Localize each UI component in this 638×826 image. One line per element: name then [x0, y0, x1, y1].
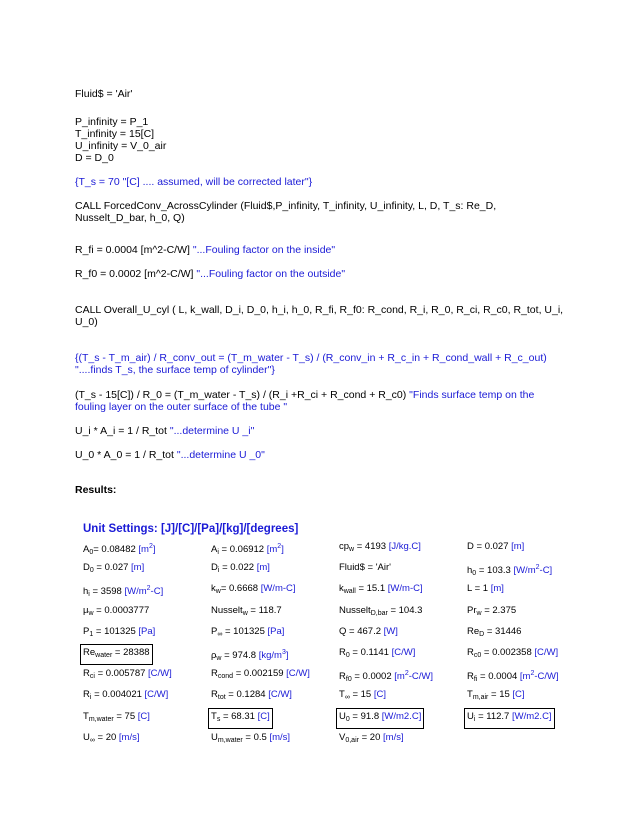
result-l — [467, 583, 504, 595]
equation-line: T_infinity = 15[C] — [75, 128, 155, 140]
result-r-ci — [83, 668, 172, 683]
variable-value: = 68.31 — [220, 710, 255, 722]
result-h-i — [83, 583, 163, 601]
unit-text: [C/W] — [534, 647, 559, 658]
variable-value: = 91.8 — [349, 710, 380, 722]
variable-subscript: fi — [473, 676, 478, 684]
equation-comment: "...Fouling factor on the outside" — [196, 268, 346, 280]
unit-text: [C] — [137, 710, 150, 722]
unit-text-end: -C/W] — [408, 671, 433, 683]
unit-text: [W/m2.C] — [381, 710, 422, 722]
variable-unit — [384, 626, 398, 637]
variable-unit — [131, 562, 144, 573]
unit-text: [W] — [383, 625, 398, 637]
variable-name: k — [339, 583, 344, 595]
unit-text: [m/s] — [383, 731, 404, 743]
unit-text: [m] — [131, 562, 145, 574]
variable-subscript: i — [217, 567, 220, 575]
unit-text: [W/m-C] — [387, 583, 423, 595]
variable-subscript: w — [215, 588, 221, 596]
variable-subscript: s — [216, 715, 221, 723]
variable-value: = 118.7 — [247, 604, 282, 616]
variable-subscript: 0 — [89, 549, 94, 556]
unit-text: [C/W] — [286, 668, 310, 680]
unit-text: [C] — [373, 689, 386, 701]
variable-subscript: 1 — [89, 630, 94, 638]
variable-name: P — [83, 625, 90, 637]
variable-name: R — [339, 671, 346, 683]
variable-subscript: wall — [343, 588, 356, 596]
result-nusselt-d-bar — [339, 605, 422, 620]
variable-value: = 15.1 — [355, 583, 386, 595]
unit-text-end: -C/W] — [534, 671, 559, 683]
unit-text: [J/kg.C] — [388, 541, 421, 552]
variable-subscript: tot — [217, 694, 226, 702]
unit-exponent: 2 — [530, 670, 535, 678]
unit-text: [W/m — [513, 565, 536, 577]
unit-text: [C/W] — [148, 668, 172, 680]
unit-text: [m] — [490, 583, 504, 595]
variable-value: = 4193 — [354, 541, 387, 552]
result-r-cond — [211, 668, 310, 683]
variable-subscript: i — [473, 715, 476, 723]
unit-text: [Pa] — [138, 625, 156, 637]
variable-subscript: i — [88, 591, 90, 599]
variable-name: T — [211, 710, 217, 722]
result-p-1 — [83, 626, 155, 641]
variable-unit — [511, 541, 524, 552]
unit-exponent: 3 — [281, 649, 286, 656]
variable-name: μ — [83, 604, 89, 616]
result-nusselt-w — [211, 605, 282, 620]
variable-subscript: i — [89, 694, 92, 702]
variable-subscript: ∞ — [89, 736, 95, 744]
variable-unit — [286, 668, 310, 679]
result-a-i — [211, 541, 284, 559]
result-t-s — [211, 711, 270, 726]
variable-name: V — [339, 731, 346, 743]
unit-exponent: 2 — [535, 564, 540, 572]
variable-value: = 0.0002 — [351, 671, 392, 683]
variable-name: T — [339, 689, 345, 701]
variable-unit — [512, 689, 524, 700]
unit-text: [m — [266, 544, 278, 555]
result-t-m-water — [83, 711, 150, 726]
variable-name: R — [339, 647, 346, 658]
variable-subscript: w — [476, 609, 482, 617]
variable-subscript: m,water — [88, 715, 114, 723]
unit-text: [C] — [512, 689, 525, 701]
variable-unit — [138, 626, 155, 637]
result-d — [467, 541, 524, 553]
unit-text: [m/s] — [118, 731, 140, 743]
variable-unit — [119, 732, 140, 743]
result-re-d — [467, 626, 521, 641]
variable-name: k — [211, 583, 216, 595]
variable-value: = 467.2 — [346, 625, 381, 637]
variable-unit — [520, 671, 559, 682]
equation-line: {T_s = 70 "[C] .... assumed, will be corrected later"} — [75, 176, 313, 188]
unit-text: [m] — [256, 562, 270, 574]
unit-text: [C/W] — [268, 689, 292, 701]
variable-subscript: w — [216, 655, 222, 662]
unit-settings: Unit Settings: [J]/[C]/[Pa]/[kg]/[degrees] — [83, 523, 299, 535]
unit-text: [m — [394, 671, 405, 683]
variable-name: D — [83, 562, 90, 574]
result-v-0-air — [339, 732, 404, 747]
variable-subscript: f0 — [345, 676, 352, 684]
variable-subscript: m,water — [217, 736, 243, 744]
variable-value: = 101325 — [93, 625, 136, 637]
variable-name: Nusselt — [211, 604, 243, 616]
equation-line — [75, 449, 265, 462]
variable-name: T — [83, 710, 89, 722]
equation-line: CALL Overall_U_cyl ( L, k_wall, D_i, D_0, h_i, h_0, R_fi, R_f0: R_cond, R_i, R_0, R_ci, R_c0, R_tot, U_i, — [75, 304, 564, 316]
variable-name: R — [211, 668, 218, 680]
variable-value: = 112.7 — [475, 710, 510, 722]
variable-value: = 0.0004 — [477, 671, 518, 683]
variable-name: ρ — [211, 650, 217, 661]
result-t-m-air — [467, 689, 525, 704]
result-r-i — [83, 689, 168, 704]
variable-subscript: 0 — [472, 570, 477, 578]
variable-subscript: ∞ — [344, 694, 350, 702]
variable-name: U — [467, 710, 474, 722]
variable-subscript: water — [95, 652, 113, 659]
variable-subscript: 0,air — [345, 736, 359, 744]
equation-line: U_0) — [75, 316, 98, 328]
unit-text-end: -C] — [150, 586, 164, 598]
variable-value: = 3598 — [89, 586, 122, 598]
variable-value: = 101325 — [222, 625, 265, 637]
variable-subscript: i — [217, 549, 219, 556]
result-cp-w — [339, 541, 421, 556]
variable-unit — [138, 544, 155, 555]
variable-name: Re — [83, 647, 96, 658]
variable-value: = 0.004021 — [91, 689, 142, 701]
unit-text: [m/s] — [269, 731, 291, 743]
variable-name: U — [339, 710, 346, 722]
result-fluid- — [339, 562, 391, 574]
result-t- — [339, 689, 386, 704]
variable-unit — [383, 732, 404, 743]
variable-value: = 1 — [471, 583, 489, 595]
equation-line: U_infinity = V_0_air — [75, 140, 167, 152]
variable-value: = 28388 — [112, 647, 150, 658]
variable-subscript: 0 — [345, 715, 350, 723]
variable-subscript: ci — [89, 673, 95, 681]
unit-text: [C/W] — [391, 647, 416, 658]
result-re-water — [83, 647, 150, 662]
unit-text: [W/m — [124, 586, 147, 598]
result--w — [83, 605, 149, 620]
unit-text-end: ] — [281, 544, 284, 555]
unit-text: [Pa] — [267, 625, 285, 637]
equation-code: R_f0 = 0.0002 [m^2-C/W] — [75, 268, 197, 280]
variable-name: R — [211, 689, 218, 701]
variable-name: Pr — [467, 604, 477, 616]
variable-name: Re — [467, 625, 480, 637]
equation-line: Nusselt_D_bar, h_0, Q) — [75, 212, 185, 224]
variable-unit — [389, 541, 421, 552]
result-r-c0 — [467, 647, 558, 662]
variable-subscript: w — [349, 546, 355, 553]
variable-unit — [261, 583, 296, 594]
equation-code: U_0 * A_0 = 1 / R_tot — [75, 449, 177, 461]
variable-subscript: ∞ — [217, 630, 223, 638]
variable-value: = 15 — [349, 689, 372, 701]
variable-name: A — [83, 544, 90, 555]
equation-code: (T_s - 15[C]) / R_0 = (T_m_water - T_s) / (R_i +R_ci + R_cond + R_c0) — [75, 389, 410, 401]
variable-subscript: 0 — [89, 567, 94, 575]
result-k-w — [211, 583, 296, 598]
variable-name: Fluid$ — [339, 562, 365, 574]
variable-unit — [138, 711, 150, 722]
variable-unit — [148, 668, 172, 679]
result-q — [339, 626, 398, 638]
variable-value: = 75 — [113, 710, 136, 722]
equation-code: U_i * A_i = 1 / R_tot — [75, 425, 170, 437]
equation-line — [75, 425, 254, 438]
variable-name: U — [83, 731, 90, 743]
result-u-m-water — [211, 732, 290, 747]
variable-name: Q — [339, 625, 347, 637]
variable-subscript: w — [88, 609, 94, 617]
unit-text: [m — [138, 544, 149, 555]
variable-value: = 0.002159 — [233, 668, 284, 680]
variable-subscript: D,bar — [370, 609, 388, 617]
variable-name: D — [211, 562, 218, 574]
variable-name: Nusselt — [339, 604, 371, 616]
variable-value: = 0.5 — [242, 731, 267, 743]
equation-line: D = D_0 — [75, 152, 114, 164]
result-d-i — [211, 562, 270, 577]
unit-text: [C/W] — [144, 689, 169, 701]
variable-value: = 20 — [358, 731, 381, 743]
unit-text: [m] — [511, 541, 525, 552]
variable-value: = 0.002358 — [481, 647, 532, 658]
variable-name: U — [211, 731, 218, 743]
variable-subscript: cond — [217, 673, 234, 681]
variable-unit — [512, 711, 552, 722]
result-h-0 — [467, 562, 552, 580]
variable-value: = 15 — [488, 689, 510, 701]
variable-subscript: 0 — [345, 652, 350, 659]
variable-name: D — [467, 541, 474, 552]
equation-line: "....finds T_s, the surface temp of cylinder"} — [75, 364, 275, 376]
result-k-wall — [339, 583, 423, 598]
unit-text: [kg/m — [258, 650, 282, 661]
equation-comment: "...Fouling factor on the inside" — [192, 244, 336, 256]
variable-name: R — [467, 647, 474, 658]
equation-line: Fluid$ = 'Air' — [75, 88, 133, 100]
variable-name: P — [211, 625, 218, 637]
equation-line: CALL ForcedConv_AcrossCylinder (Fluid$,P_infinity, T_infinity, U_infinity, L, D, T_s: Re_D, — [75, 200, 497, 212]
equation-line: fouling layer on the outer surface of the tube " — [75, 401, 288, 413]
variable-value: = 103.3 — [476, 565, 511, 577]
result-u- — [83, 732, 140, 747]
variable-unit — [382, 711, 422, 722]
unit-exponent: 2 — [148, 543, 153, 550]
variable-unit — [534, 647, 558, 658]
variable-name: cp — [339, 541, 350, 552]
unit-text: [W/m-C] — [260, 583, 296, 595]
variable-value: = 104.3 — [387, 604, 423, 616]
variable-value: = 0.1284 — [225, 689, 266, 701]
variable-unit — [258, 711, 270, 722]
results-heading: Results: — [75, 484, 117, 496]
variable-name: h — [83, 586, 89, 598]
variable-unit — [267, 544, 284, 555]
equation-comment: "...determine U _0" — [176, 449, 265, 461]
unit-text-end: ] — [285, 650, 289, 661]
result-u-i — [467, 711, 552, 726]
variable-name: A — [211, 544, 218, 555]
equation-line — [75, 268, 345, 281]
variable-unit — [268, 626, 285, 637]
variable-name: R — [83, 668, 90, 680]
result-r-fi — [467, 668, 559, 686]
variable-unit — [269, 732, 290, 743]
variable-unit — [257, 562, 270, 573]
unit-text: [m — [519, 671, 531, 683]
variable-unit — [374, 689, 386, 700]
equation-code: R_fi = 0.0004 [m^2-C/W] — [75, 244, 193, 256]
variable-name: R — [467, 671, 474, 683]
result-u-0 — [339, 711, 421, 726]
equation-comment: "Finds surface temp on the — [409, 389, 535, 401]
variable-value: = 'Air' — [364, 562, 391, 574]
variable-unit — [124, 586, 163, 597]
unit-exponent: 2 — [404, 670, 409, 678]
variable-subscript: D — [479, 630, 485, 638]
variable-value: = 0.0003777 — [93, 604, 150, 616]
variable-value: = 2.375 — [481, 604, 517, 616]
result-d-0 — [83, 562, 144, 577]
unit-exponent: 2 — [277, 543, 282, 550]
variable-value: = 20 — [94, 731, 117, 743]
variable-value: = 0.6668 — [220, 583, 259, 595]
variable-unit — [394, 671, 433, 682]
variable-name: R — [83, 689, 90, 701]
result-r-tot — [211, 689, 292, 704]
variable-unit — [491, 583, 504, 594]
variable-value: = 0.06912 — [218, 544, 265, 555]
equation-line: P_infinity = P_1 — [75, 116, 149, 128]
result-a-0 — [83, 541, 156, 559]
variable-subscript: w — [242, 609, 248, 617]
result-r-f0 — [339, 668, 433, 686]
equation-line: {(T_s - T_m_air) / R_conv_out = (T_m_water - T_s) / (R_conv_in + R_c_in + R_cond_wall + R_c_out) — [75, 352, 547, 364]
unit-text: [W/m2.C] — [511, 710, 552, 722]
variable-unit — [268, 689, 292, 700]
variable-value: = 0.08482 — [93, 544, 136, 555]
variable-value: = 0.027 — [473, 541, 509, 552]
variable-subscript: m,air — [472, 694, 489, 702]
variable-value: = 0.1141 — [349, 647, 389, 658]
equation-comment: "...determine U _i" — [169, 425, 255, 437]
result--w — [211, 647, 289, 665]
unit-text-end: ] — [152, 544, 156, 555]
variable-value: = 0.005787 — [94, 668, 146, 680]
result-p- — [211, 626, 284, 641]
variable-value: = 974.8 — [221, 650, 257, 661]
variable-value: = 0.027 — [93, 562, 129, 574]
result-pr-w — [467, 605, 516, 620]
unit-text: [C] — [257, 710, 270, 722]
variable-unit — [513, 565, 552, 576]
unit-text-end: -C] — [539, 565, 553, 577]
variable-unit — [145, 689, 169, 700]
variable-value: = 31446 — [484, 625, 522, 637]
variable-unit — [259, 650, 289, 661]
unit-exponent: 2 — [146, 585, 151, 593]
result-r-0 — [339, 647, 415, 662]
variable-name: L — [467, 583, 472, 595]
variable-unit — [388, 583, 423, 594]
variable-value: = 0.022 — [219, 562, 255, 574]
variable-subscript: c0 — [473, 652, 482, 659]
variable-unit — [392, 647, 416, 658]
variable-name: h — [467, 565, 473, 577]
variable-name: T — [467, 689, 473, 701]
equation-line — [75, 244, 335, 257]
